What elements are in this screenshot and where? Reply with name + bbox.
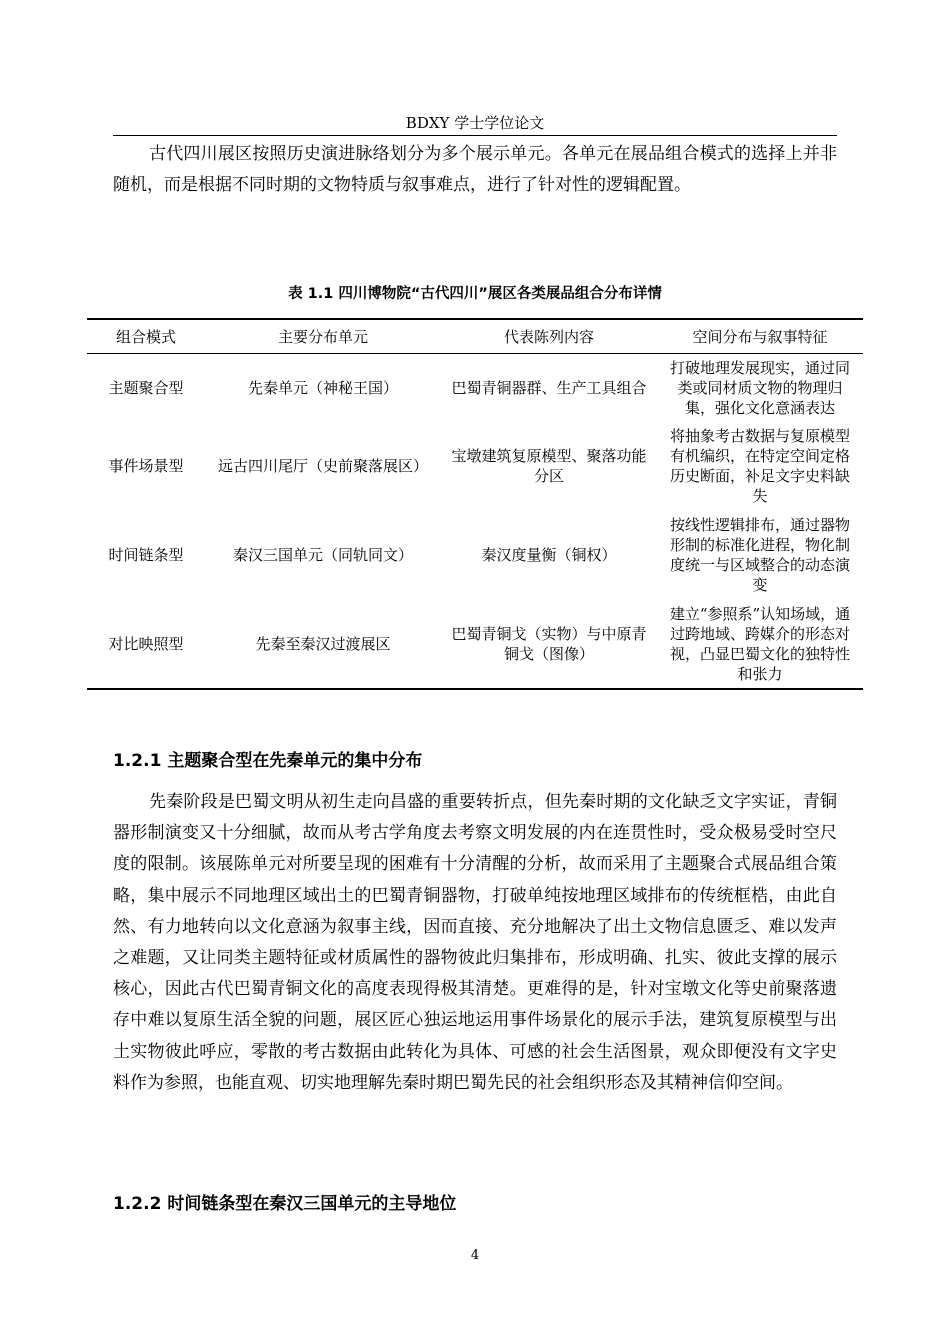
table-cell: 宝墩建筑复原模型、聚落功能分区 (451, 446, 647, 485)
table-cell: 打破地理发展现实，通过同类或同材质文物的物理归集，强化文化意涵表达 (669, 358, 850, 417)
table-row (87, 422, 863, 510)
intro-paragraph: 古代四川展区按照历史演进脉络划分为多个展示单元。各单元在展品组合模式的选择上并非随机，而是根据不同时期的文物特质与叙事难点，进行了针对性的逻辑配置。 (113, 144, 837, 196)
page-number: 4 (470, 1248, 480, 1263)
table-row (87, 510, 863, 600)
table-header-cell: 代表陈列内容 (441, 319, 657, 354)
table-cell: 秦汉度量衡（铜权） (481, 545, 617, 564)
table-row (87, 600, 863, 689)
table-cell: 远古四川尾厅（史前聚落展区） (217, 456, 428, 475)
table-cell: 主题聚合型 (108, 378, 184, 397)
table-header-cell: 组合模式 (87, 319, 205, 354)
header-rule (113, 135, 837, 136)
table-cell: 先秦单元（神秘王国） (247, 378, 398, 397)
running-header: BDXY 学士学位论文 (405, 114, 545, 132)
table-cell: 巴蜀青铜戈（实物）与中原青铜戈（图像） (441, 600, 657, 689)
exhibit-combination-table (87, 318, 863, 690)
table-header-cell: 主要分布单元 (205, 319, 441, 354)
table-header-row (87, 319, 863, 354)
table-cell: 先秦至秦汉过渡展区 (205, 600, 441, 689)
table-cell: 建立“参照系”认知场域，通过跨地域、跨媒介的形态对视，凸显巴蜀文化的独特性和张力 (657, 600, 863, 689)
section-heading: 1.2.1 主题聚合型在先秦单元的集中分布 (113, 751, 423, 771)
section-heading: 1.2.2 时间链条型在秦汉三国单元的主导地位 (113, 1194, 457, 1214)
table-cell: 事件场景型 (108, 456, 184, 475)
table-cell: 秦汉三国单元（同轨同文） (232, 545, 413, 564)
table-cell: 对比映照型 (87, 600, 205, 689)
table-caption: 表 1.1 四川博物院“古代四川”展区各类展品组合分布详情 (288, 286, 662, 302)
table-header-cell: 空间分布与叙事特征 (657, 319, 863, 354)
body-paragraph: 先秦阶段是巴蜀文明从初生走向昌盛的重要转折点，但先秦时期的文化缺乏文字实证，青铜器形制演变又十分细腻，故而从考古学角度去考察文明发展的内在连贯性时，受众极易受时空尺度的限制。该展陈单元对所要呈现的困难有十分清醒的分析，故而采用了主题聚合式展品组合策略，集中展示不同地理区域出土的巴蜀青铜器物，打破单纯按地理区域排布的传统框梏，由此自然、有力地转向以文化意涵为叙事主线，因而直接、充分地解决了出土文物信息匮乏、难以发声之难题，又让同类主题特征或材质属性的器物彼此归集排布，形成明确、扎实、彼此支撑的展示核心，因此古代巴蜀青铜文化的高度表现得极其清楚。更难得的是，针对宝墩文化等史前聚落遗存中难以复原生活全貌的问题，展区匠心独运地运用事件场景化的展示手法，建筑复原模型与出土实物彼此呼应，零散的考古数据由此转化为具体、可感的社会生活图景，观众即便没有文字史料作为参照，也能直观、切实地理解先秦时期巴蜀先民的社会组织形态及其精神信仰空间。 (113, 792, 837, 1093)
table-row (87, 354, 863, 422)
table-cell: 将抽象考古数据与复原模型有机编织，在特定空间定格历史断面，补足文字史料缺失 (669, 426, 850, 505)
table-cell: 巴蜀青铜器群、生产工具组合 (451, 378, 647, 397)
table-cell: 按线性逻辑排布，通过器物形制的标准化进程，物化制度统一与区域整合的动态演变 (669, 515, 850, 594)
table-cell: 时间链条型 (108, 545, 184, 564)
